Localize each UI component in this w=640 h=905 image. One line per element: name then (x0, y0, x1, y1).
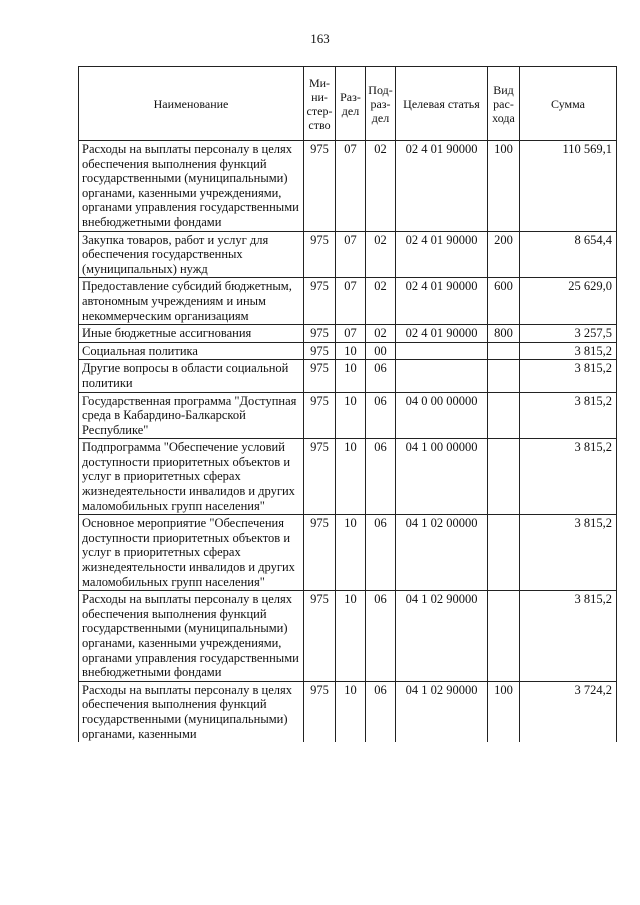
row-sum: 3 815,2 (520, 439, 617, 515)
row-subsection: 06 (366, 515, 396, 591)
row-section: 10 (336, 360, 366, 392)
row-sum: 3 257,5 (520, 325, 617, 343)
table-row (79, 515, 617, 591)
row-type: 200 (488, 231, 520, 278)
row-sum: 3 815,2 (520, 342, 617, 360)
row-section: 07 (336, 141, 366, 232)
row-name: Основное мероприятие "Обеспечения доступности приоритетных объектов и услуг в приоритетных сферах жизнедеятельности инвалидов и других маломобильных групп населения" (79, 515, 304, 591)
row-ministry: 975 (304, 591, 336, 682)
row-sum: 110 569,1 (520, 141, 617, 232)
row-sum: 3 815,2 (520, 392, 617, 439)
row-ministry: 975 (304, 360, 336, 392)
row-ministry: 975 (304, 278, 336, 325)
row-subsection: 06 (366, 439, 396, 515)
row-type (488, 360, 520, 392)
header-ministry: Ми-ни-стер-ство (304, 67, 336, 141)
row-section: 10 (336, 342, 366, 360)
row-subsection: 02 (366, 231, 396, 278)
row-type: 100 (488, 681, 520, 742)
row-section: 10 (336, 681, 366, 742)
table-row (79, 141, 617, 232)
header-target: Целевая статья (396, 67, 488, 141)
row-subsection: 02 (366, 325, 396, 343)
table-row (79, 439, 617, 515)
row-sum: 8 654,4 (520, 231, 617, 278)
row-type (488, 342, 520, 360)
row-type (488, 515, 520, 591)
header-name: Наименование (79, 67, 304, 141)
row-type: 800 (488, 325, 520, 343)
row-name: Расходы на выплаты персоналу в целях обеспечения выполнения функций государственными (муниципальными) органами, казенными учреждениями, органами управления государственными внебюджетными фондами (79, 591, 304, 682)
row-sum: 3 724,2 (520, 681, 617, 742)
table-row (79, 325, 617, 343)
row-name: Другие вопросы в области социальной политики (79, 360, 304, 392)
table-row (79, 278, 617, 325)
row-target (396, 360, 488, 392)
row-name: Закупка товаров, работ и услуг для обеспечения государственных (муниципальных) нужд (79, 231, 304, 278)
row-ministry: 975 (304, 515, 336, 591)
row-ministry: 975 (304, 392, 336, 439)
row-type (488, 392, 520, 439)
row-target (396, 342, 488, 360)
table-row (79, 342, 617, 360)
row-section: 10 (336, 515, 366, 591)
row-ministry: 975 (304, 681, 336, 742)
row-sum: 3 815,2 (520, 360, 617, 392)
row-name: Расходы на выплаты персоналу в целях обеспечения выполнения функций государственными (муниципальными) органами, казенными (79, 681, 304, 742)
row-section: 07 (336, 231, 366, 278)
table-row (79, 231, 617, 278)
row-sum: 25 629,0 (520, 278, 617, 325)
row-subsection: 06 (366, 392, 396, 439)
row-type: 600 (488, 278, 520, 325)
row-section: 10 (336, 591, 366, 682)
row-ministry: 975 (304, 141, 336, 232)
row-target: 02 4 01 90000 (396, 231, 488, 278)
table-row (79, 591, 617, 682)
row-name: Государственная программа "Доступная среда в Кабардино-Балкарской Республике" (79, 392, 304, 439)
table-row (79, 392, 617, 439)
row-target: 04 1 02 90000 (396, 681, 488, 742)
row-ministry: 975 (304, 439, 336, 515)
row-type (488, 591, 520, 682)
row-ministry: 975 (304, 325, 336, 343)
row-target: 04 0 00 00000 (396, 392, 488, 439)
row-subsection: 06 (366, 681, 396, 742)
row-section: 10 (336, 439, 366, 515)
header-section: Раз-дел (336, 67, 366, 141)
expenditure-table (78, 66, 617, 742)
row-target: 02 4 01 90000 (396, 278, 488, 325)
row-sum: 3 815,2 (520, 515, 617, 591)
row-name: Расходы на выплаты персоналу в целях обеспечения выполнения функций государственными (муниципальными) органами, казенными учреждениями, органами управления государственными внебюджетными фондами (79, 141, 304, 232)
row-sum: 3 815,2 (520, 591, 617, 682)
header-type: Вид рас-хода (488, 67, 520, 141)
row-name: Предоставление субсидий бюджетным, автономным учреждениям и иным некоммерческим организациям (79, 278, 304, 325)
header-subsection: Под-раз-дел (366, 67, 396, 141)
row-section: 07 (336, 325, 366, 343)
table-row (79, 360, 617, 392)
row-section: 10 (336, 392, 366, 439)
row-target: 04 1 02 00000 (396, 515, 488, 591)
row-subsection: 02 (366, 141, 396, 232)
row-name: Подпрограмма "Обеспечение условий доступности приоритетных объектов и услуг в приоритетных сферах жизнедеятельности инвалидов и других маломобильных групп населения" (79, 439, 304, 515)
row-section: 07 (336, 278, 366, 325)
row-subsection: 06 (366, 360, 396, 392)
row-target: 02 4 01 90000 (396, 141, 488, 232)
row-ministry: 975 (304, 231, 336, 278)
page-number: 163 (310, 31, 330, 46)
row-type (488, 439, 520, 515)
row-target: 04 1 00 00000 (396, 439, 488, 515)
row-target: 04 1 02 90000 (396, 591, 488, 682)
row-type: 100 (488, 141, 520, 232)
row-subsection: 06 (366, 591, 396, 682)
row-name: Социальная политика (79, 342, 304, 360)
row-subsection: 02 (366, 278, 396, 325)
row-target: 02 4 01 90000 (396, 325, 488, 343)
table-row (79, 681, 617, 742)
row-name: Иные бюджетные ассигнования (79, 325, 304, 343)
row-subsection: 00 (366, 342, 396, 360)
header-sum: Сумма (520, 67, 617, 141)
row-ministry: 975 (304, 342, 336, 360)
